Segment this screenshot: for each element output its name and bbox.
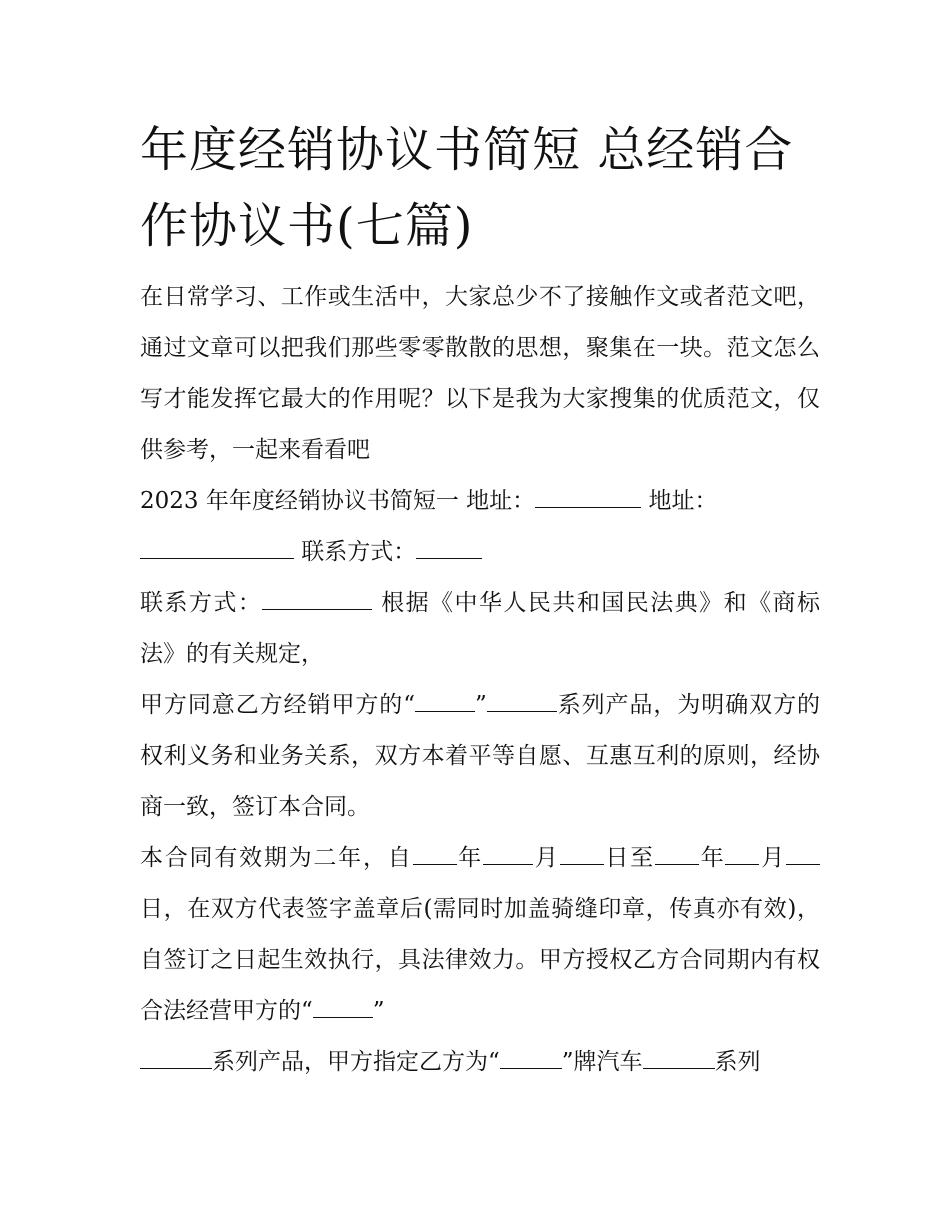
brand-blank-2	[313, 995, 373, 1018]
contact-paragraph	[140, 578, 820, 680]
address-label-1: 2023 年年度经销协议书简短一 地址：	[140, 488, 536, 514]
term-text-3: 月	[533, 845, 560, 871]
term-text-2: 年	[456, 845, 484, 871]
term-text-8: ”	[372, 998, 385, 1024]
brand-blank-1	[415, 689, 475, 712]
series-blank-3	[643, 1046, 715, 1069]
agreement-paragraph	[140, 680, 820, 833]
contact-label-1: 联系方式：	[294, 539, 417, 565]
contact-blank-2	[262, 587, 372, 610]
start-day-blank	[560, 842, 604, 865]
designation-text-3: 系列	[714, 1049, 761, 1075]
end-year-blank	[655, 842, 699, 865]
designation-paragraph	[140, 1037, 820, 1088]
series-blank-2	[140, 1046, 212, 1069]
designation-text-1: 系列产品，甲方指定乙方为“	[212, 1049, 500, 1075]
address-blank-2	[140, 536, 294, 559]
term-text-6: 月	[759, 845, 787, 871]
term-text-1: 本合同有效期为二年，自	[140, 845, 413, 871]
agreement-text-2: ”	[475, 692, 487, 718]
start-year-blank	[413, 842, 457, 865]
document-title: 年度经销协议书简短 总经销合作协议书(七篇)	[140, 122, 794, 254]
term-text-7: 日，在双方代表签字盖章后(需同时加盖骑缝印章，传真亦有效)，自签订之日起生效执行，具法律效力。甲方授权乙方合同期内有权合法经营甲方的“	[140, 896, 820, 1024]
term-text-4: 日至	[603, 845, 655, 871]
legal-basis-text: 根据《中华人民共和国民法典》和《商标法》的有关规定，	[140, 590, 821, 667]
start-month-blank	[483, 842, 533, 865]
end-month-blank	[725, 842, 759, 865]
document-page	[140, 112, 820, 1088]
address-blank-1	[535, 485, 641, 508]
end-day-blank	[786, 842, 820, 865]
contact-blank-1	[416, 536, 482, 559]
intro-paragraph: 在日常学习、工作或生活中，大家总少不了接触作文或者范文吧，通过文章可以把我们那些零零散散的思想，聚集在一块。范文怎么写才能发挥它最大的作用呢？以下是我为大家搜集的优质范文，仅供参考，一起来看看吧	[140, 284, 820, 463]
contact-label-2: 联系方式：	[140, 590, 263, 616]
term-paragraph	[140, 833, 820, 1037]
address-paragraph	[140, 476, 820, 578]
agreement-text-3: 系列产品，为明确双方的权利义务和业务关系，双方本着平等自愿、互惠互利的原则，经协商一致，签订本合同。	[140, 692, 821, 820]
address-label-2: 地址：	[641, 488, 718, 514]
agreement-text-1: 甲方同意乙方经销甲方的“	[140, 692, 415, 718]
series-blank-1	[487, 689, 557, 712]
brand-blank-3	[500, 1046, 562, 1069]
designation-text-2: ”牌汽车	[561, 1049, 643, 1075]
term-text-5: 年	[698, 845, 726, 871]
